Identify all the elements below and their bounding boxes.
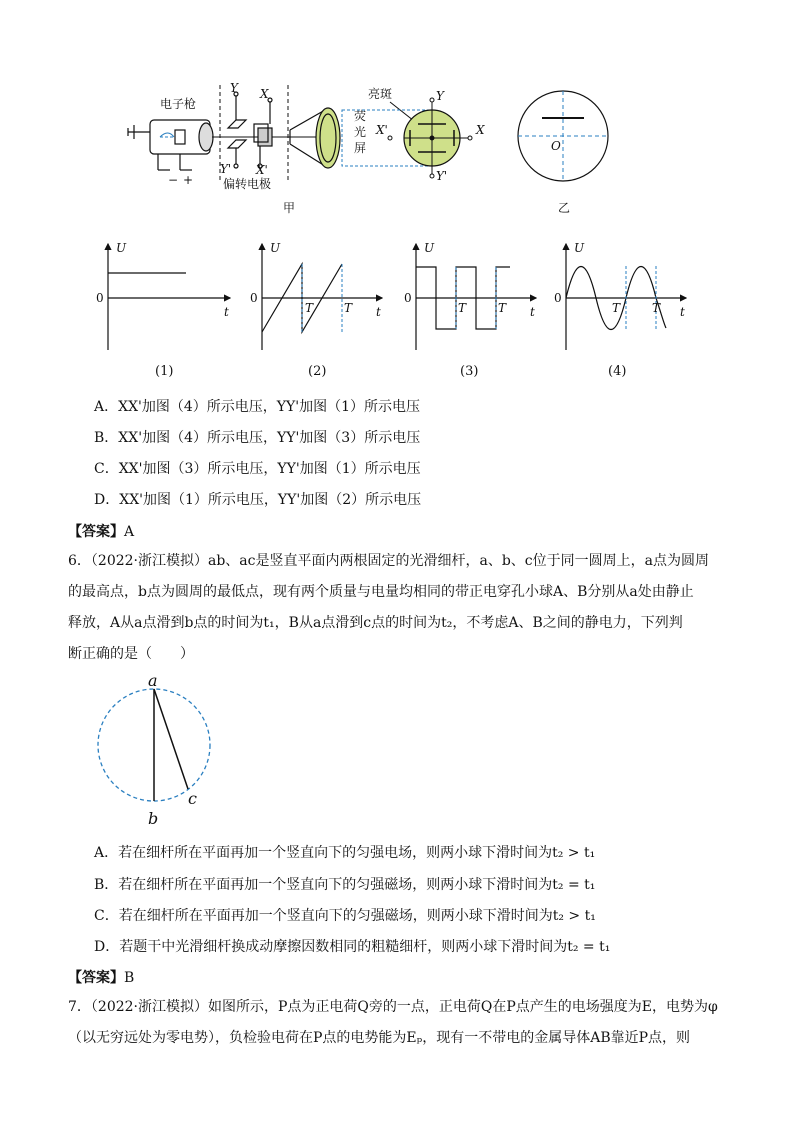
graph-4-T2: T [652, 301, 661, 315]
graph-2-T1: T [305, 301, 314, 315]
minus-label: − [168, 173, 179, 187]
q5-answer-label: 【答案】 [68, 524, 124, 540]
graph-caption-2: (2) [308, 364, 327, 379]
q5-answer-value: A [124, 524, 135, 540]
plus-label: + [183, 173, 194, 187]
spot-label: 亮斑 [368, 87, 393, 101]
q5-option-a: A．XX'加图（4）所示电压，YY'加图（1）所示电压 [94, 399, 421, 415]
graph-1 [96, 241, 230, 350]
Y-label-right: Y [436, 89, 444, 103]
point-a-label: a [148, 671, 158, 690]
electron-gun-label: 电子枪 [160, 97, 197, 111]
graph-3-T2: T [498, 301, 507, 315]
Yp-label-right: Y' [436, 169, 448, 183]
graph-3-u: U [424, 241, 435, 255]
q6-answer-value: B [124, 970, 135, 986]
screen-label-1: 荧 [354, 109, 367, 123]
q6-line-1: 6．（2022·浙江模拟）ab、ac是竖直平面内两根固定的光滑细杆，a、b、c位于同一圆周上，a点为圆周 [68, 553, 709, 569]
graph-3-t: t [530, 305, 535, 319]
screen-label-2: 光 [354, 125, 367, 139]
graph-1-zero: 0 [96, 291, 104, 305]
graph-4-T1: T [612, 301, 621, 315]
electron-gun [128, 120, 213, 170]
graph-1-t: t [224, 305, 229, 319]
q6-option-c: C．若在细杆所在平面再加一个竖直向下的匀强磁场，则两小球下滑时间为t₂ > t₁ [94, 908, 596, 924]
Y-label-left: Y [230, 81, 238, 95]
q7-line-2: （以无穷远处为零电势），负检验电荷在P点的电势能为Eₚ，现有一不带电的金属导体AB靠近P点，则 [68, 1030, 691, 1046]
X-label-left: X [260, 87, 269, 101]
q5-option-d: D．XX'加图（1）所示电压，YY'加图（2）所示电压 [94, 492, 422, 508]
q5-option-c: C．XX'加图（3）所示电压，YY'加图（1）所示电压 [94, 461, 421, 477]
q6-stem [68, 546, 740, 670]
screen-label-3: 屏 [354, 141, 367, 155]
q6-option-d: D．若题干中光滑细杆换成动摩擦因数相同的粗糙细杆，则两小球下滑时间为t₂ = t₁ [94, 939, 611, 955]
origin-label: O [551, 139, 561, 153]
X-label-right: X [476, 123, 485, 137]
crt-figure [120, 80, 620, 220]
graph-caption-4: (4) [608, 364, 627, 379]
q5-option-b: B．XX'加图（4）所示电压，YY'加图（3）所示电压 [94, 430, 421, 446]
q6-answer-label: 【答案】 [68, 970, 124, 986]
tube-cone [290, 108, 340, 168]
graph-2-T2: T [344, 301, 353, 315]
Xp-label-left: X' [256, 163, 268, 177]
graph-caption-3: (3) [460, 364, 479, 379]
q5-answer [68, 521, 134, 541]
q7-stem [68, 992, 740, 1054]
deflection-plates [228, 92, 272, 168]
Xp-label-right: X' [376, 123, 388, 137]
graph-2 [250, 241, 382, 350]
q6-line-3: 释放，A从a点滑到b点的时间为t₁，B从a点滑到c点的时间为t₂，不考虑A、B之间的静电力，下列判 [68, 615, 683, 631]
q6-line-2: 的最高点，b点为圆周的最低点，现有两个质量与电量均相同的带正电穿孔小球A、B分别从a处由静止 [68, 584, 694, 600]
figure-yi [518, 91, 608, 181]
graph-2-t: t [376, 305, 381, 319]
graph-2-u: U [270, 241, 281, 255]
graph-3-zero: 0 [404, 291, 412, 305]
graph-4-u: U [574, 241, 585, 255]
q7-line-1: 7．（2022·浙江模拟）如图所示，P点为正电荷Q旁的一点，正电荷Q在P点产生的电场强度为E，电势为φ [68, 999, 718, 1015]
q6-answer [68, 967, 134, 987]
graph-2-zero: 0 [250, 291, 258, 305]
plates-label: 偏转电极 [223, 177, 272, 191]
graph-caption-1: (1) [155, 364, 174, 379]
graph-4-t: t [680, 305, 685, 319]
caption-yi: 乙 [558, 201, 571, 215]
caption-jia: 甲 [283, 201, 296, 215]
graph-3 [404, 241, 536, 350]
graph-3-T1: T [458, 301, 467, 315]
q6-line-4: 断正确的是（ ） [68, 646, 194, 662]
point-c-label: c [188, 789, 197, 808]
point-b-label: b [148, 809, 159, 828]
graph-4-zero: 0 [554, 291, 562, 305]
graph-1-u: U [116, 241, 127, 255]
voltage-graphs [90, 236, 700, 356]
q6-option-b: B．若在细杆所在平面再加一个竖直向下的匀强磁场，则两小球下滑时间为t₂ = t₁ [94, 877, 596, 893]
graph-4 [554, 241, 686, 350]
Yp-label-left: Y' [220, 162, 232, 176]
q6-option-a: A．若在细杆所在平面再加一个竖直向下的匀强电场，则两小球下滑时间为t₂ > t₁ [94, 845, 596, 861]
q6-figure [90, 668, 230, 828]
